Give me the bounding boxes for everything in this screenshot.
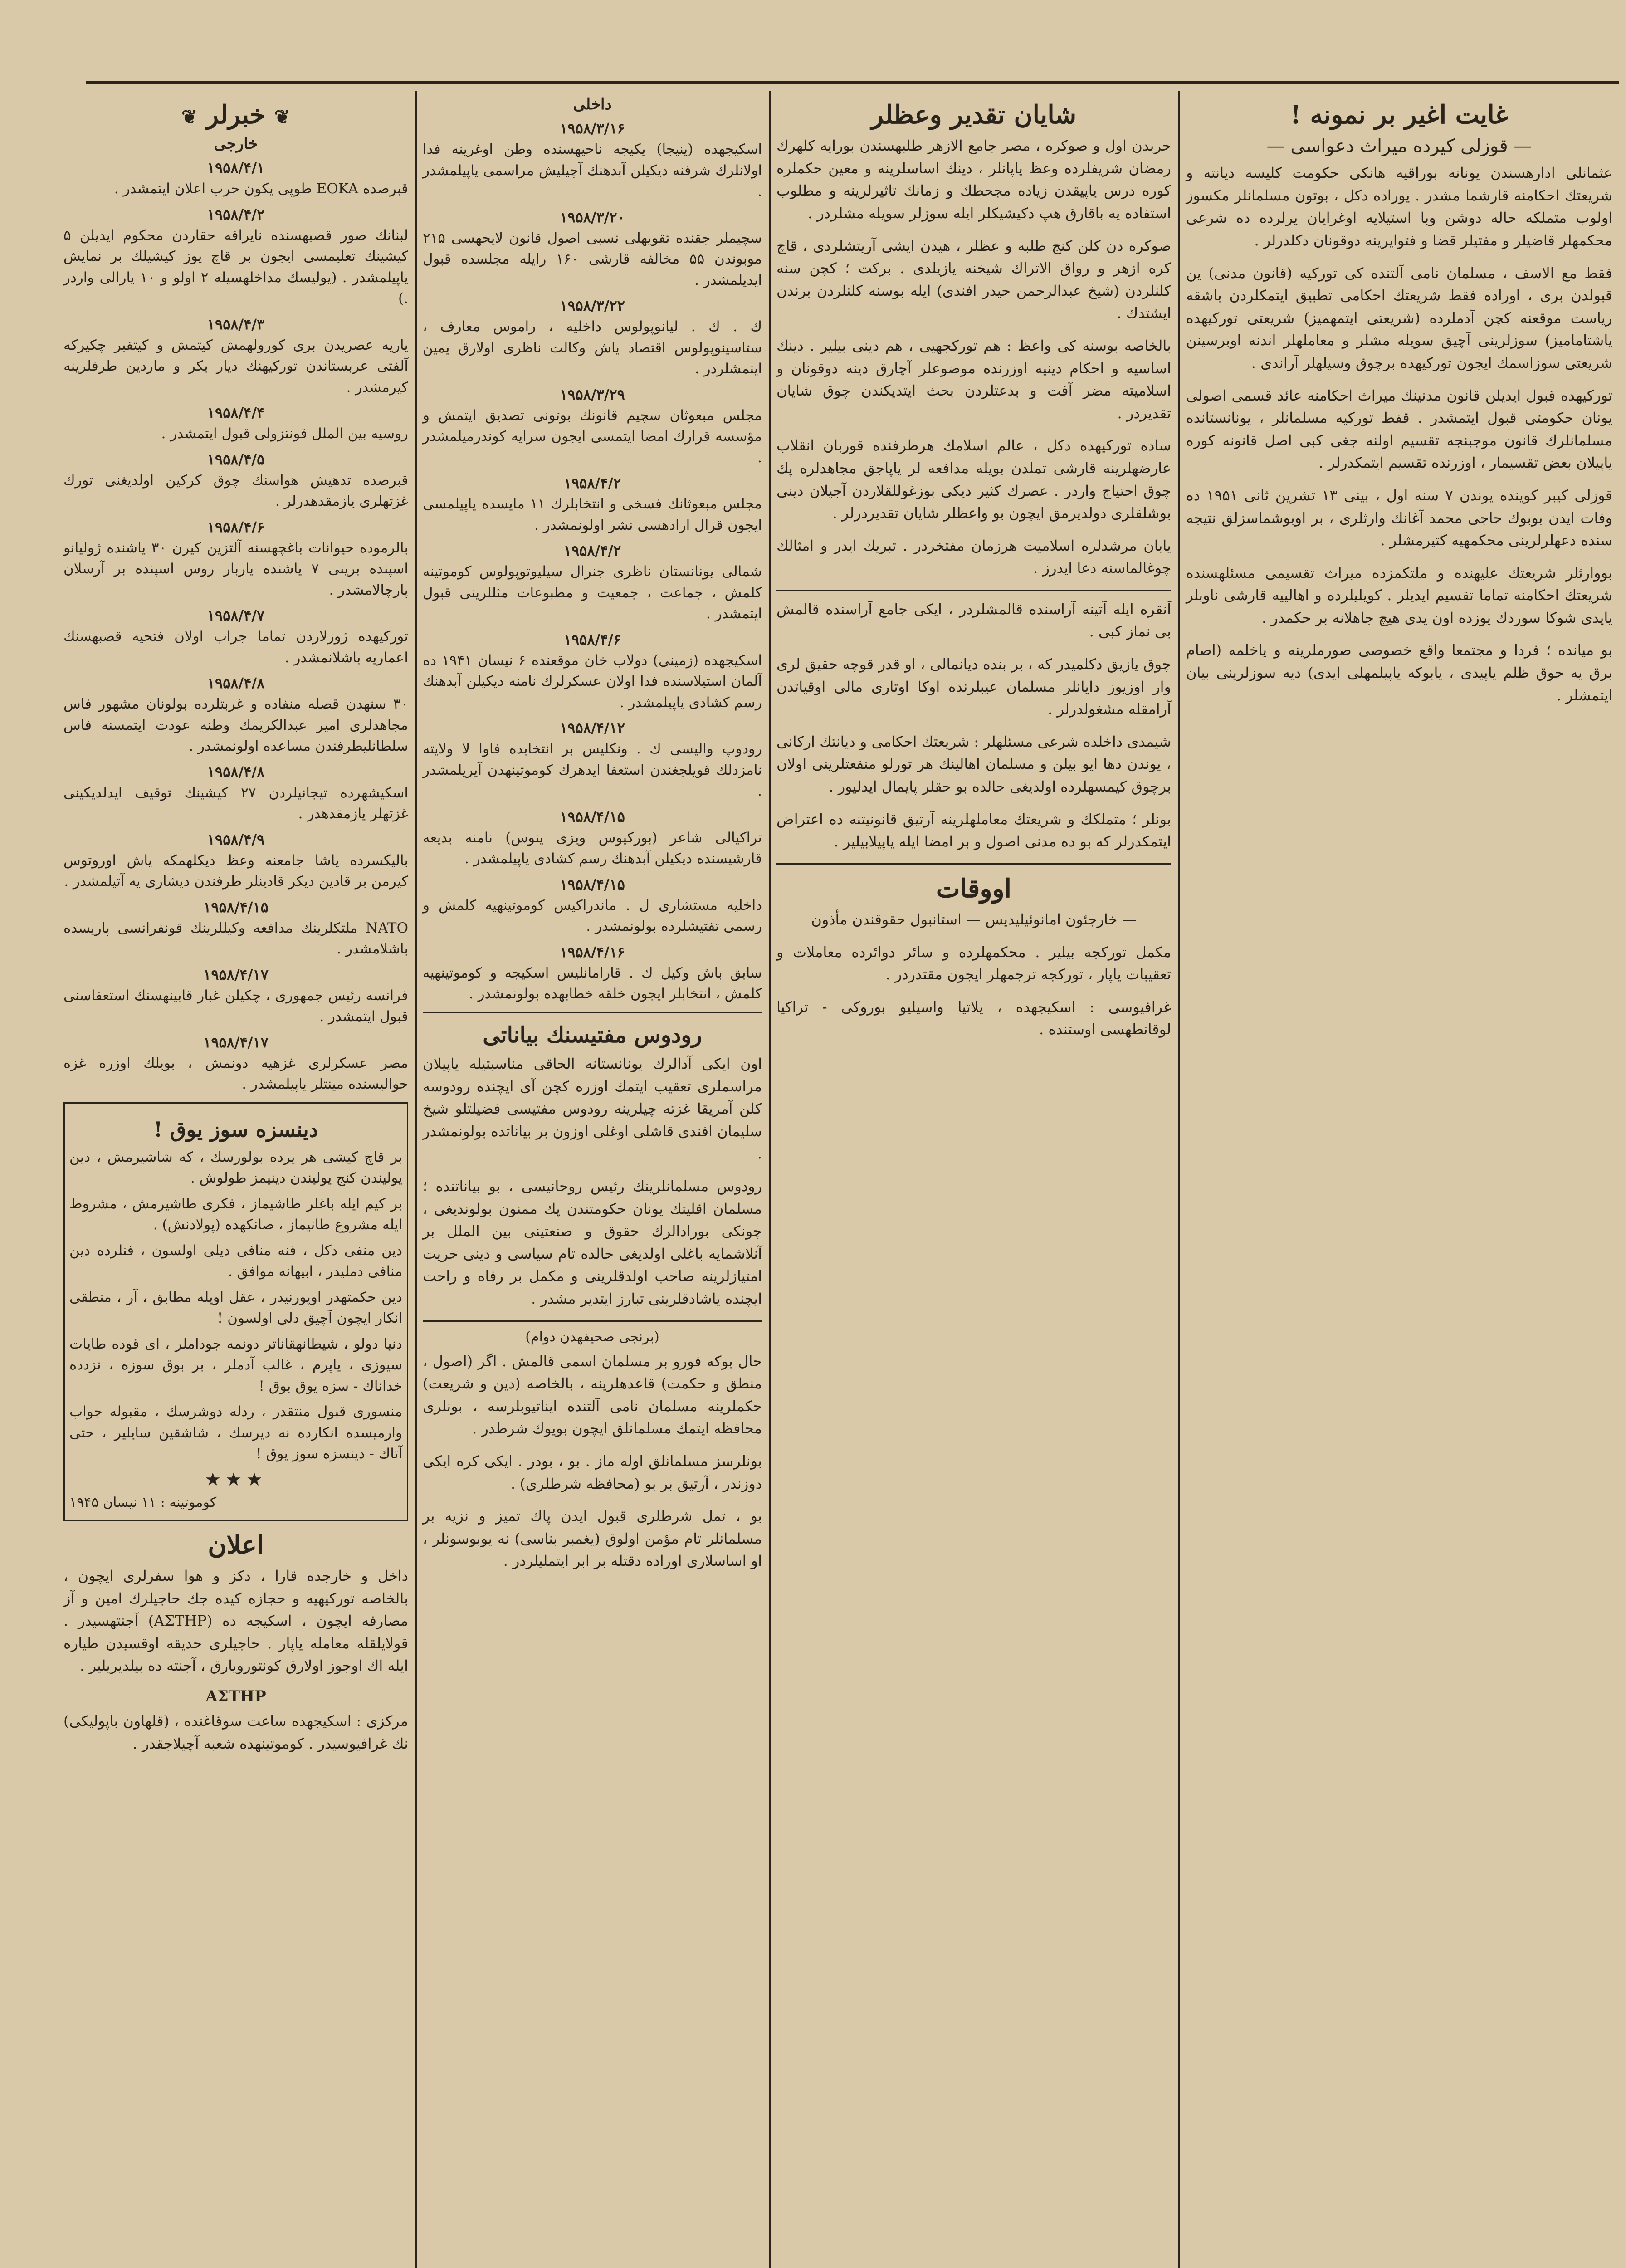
news-date: ۱۹۵۸/۳/۲۲ — [560, 297, 625, 314]
col1-paragraph: قوزلی کیبر کوینده یوندن ۷ سنه اول ، بینی ۱۳ تشرین ثانی ۱۹۵۱ ده وفات ایدن بوبوك حاجی محمد آغانك وارثلری ، بر اوبوشماسزلق نتیجه سنده دعهلرلرینی محکمهیه کتیرمشلر . — [1186, 486, 1613, 549]
news-date: ۱۹۵۸/۴/۱۵ — [203, 898, 269, 916]
news-text: مصر عسکرلری غزهیه دونمش ، بویلك اوزره غزه حوالیسنده مینتلر یاپیلمشدر . — [63, 1055, 408, 1093]
foreign-news-list — [63, 159, 408, 1095]
col2-paragraph: حربدن اول و صوکره ، مصر جامع الازهر طلبهسندن بورایه کلهرك رمضان شریفلرده وعظ یاپانلر ، دینك اساسلرینه و معین حکملره کوره درس یاپیقدن زیاده مجحطك و زمانك تاثیرلرینه و مطلوب استفاده یه باقارق هپ دکیشیکلر ایله سوزلر سویله مشلردر . — [776, 137, 1171, 222]
poem-title: دینسزه سوز یوق ! — [153, 1117, 318, 1142]
news-date: ۱۹۵۸/۴/۲ — [207, 205, 265, 223]
news-text: تورکیهده ژوزلاردن تماما جراب اولان فتحیه قصبهسنك اعماریه باشلانمشدر . — [63, 628, 408, 666]
news-date: ۱۹۵۸/۴/۲ — [563, 542, 621, 559]
news-entry — [423, 297, 762, 380]
col2-paragraph: صوکره دن کلن کنج طلبه و عظلر ، هیدن ایشی آریتشلردی ، قاچ کره ازهر و رواق الاتراك شیخنه یازیلدی . برکت ؛ کچن سنه کلنلردن (شیخ عبدالرحمن حیدر افندی) ایله بوسنه کلنلردن برندن ایشتدك . — [776, 237, 1171, 322]
col2-notice-paragraph: آنقره ایله آتینه آراسنده قالمشلردر ، ایکی جامع آراسنده قالمش بی نماز کبی . — [776, 600, 1172, 640]
col2-notice-paragraph: شیمدی داخلده شرعی مسئلهلر : شریعتك احکامی و دیانتك اركانی ، یوندن دها ایو بیلن و مسلمان اهالینك هر تورلو منفعتلرینی اولان برچوق کیمسهلرده اولدیغی حالده بو حقلر پایمال ایدلیور . — [776, 733, 1172, 796]
news-text: ۳۰ سنهدن قصله منفاده و غربتلرده بولونان مشهور فاس مجاهدلری امیر عبدالکریمك وطنه عودت ایتمسنه فاس سلطانلیطرفندن مساعده اولونمشدر . — [63, 696, 408, 755]
news-text: مجلس مبعوثانك فسخی و انتخابلرك ۱۱ مایسده یاپیلمسی ایجون قرال ارادهسی نشر اولونمشدر . — [423, 496, 762, 533]
column-rule-3 — [415, 91, 417, 2268]
news-entry — [63, 899, 408, 960]
news-date: ۱۹۵۸/۴/۷ — [207, 607, 265, 625]
news-date: ۱۹۵۸/۴/۳ — [207, 315, 265, 333]
news-date: ۱۹۵۸/۴/۱۵ — [560, 875, 625, 893]
awqat-title: اووقات — [936, 873, 1012, 904]
column-1 — [1186, 91, 1612, 717]
news-date: ۱۹۵۸/۳/۱۶ — [560, 120, 625, 137]
news-entry — [63, 831, 408, 892]
col1-paragraph: بو میانده ؛ فردا و مجتمعا واقع خصوصی صورملرینه و ياخلمه (اصام برق یه حوق ظلم یاپیدی ، یابوکه یاپیلمهلی ایدی) دیه سوزلرینی بیان ایتمشلر . — [1186, 641, 1612, 704]
poem-line: بر قاچ کیشی هر یرده بولورسك ، که شاشیرمش ، دین یولیندن کنج یولیندن دینیمز طولوش . — [69, 1149, 402, 1187]
news-entry — [63, 1034, 408, 1095]
news-text: فرانسه رئیس جمهوری ، چکیلن غبار قابینهسنك استعفاسنی قبول ایتمشدر . — [63, 987, 408, 1025]
news-entry — [63, 316, 408, 398]
news-entry — [423, 943, 762, 1005]
news-text: داخلیه مستشاری ل . ماندراکیس کوموتینهیه کلمش و رسمی تفتیشلرده بولونمشدر . — [423, 897, 762, 934]
column-4 — [63, 91, 408, 1765]
news-entry — [423, 209, 762, 291]
news-text: اسکیشهرده تیجانیلردن ۲۷ کیشینك توقیف ایدلدیکینی غزتهلر یازمقدهدر . — [63, 784, 408, 822]
poem-line: منسوری قبول منتقدر ، ردله دوشرسك ، مقبوله جواب وارمیسده انکارده نه دیرسك ، شاشقین سایلیر ، حتی آتاك - دینسزه سوز یوق ! — [69, 1403, 402, 1462]
col2-paragraph: بالخاصه بوسنه کی واعظ : هم تورکجهیی ، هم دینی بیلیر . دینك اساسیه و احکام دینیه اوزرنده موضوعلر آچارق دینه دوقونان و اسلامیته مضر آفت و بدعتلردن بحث ایتدیکندن چوق شایان تقدیردر . — [776, 337, 1172, 422]
news-text: سابق باش وکیل ك . قارامانلیس اسکیجه و کوموتینهیه کلمش ، انتخابلر ایجون خلقه خطابهده بولونمشدر . — [423, 964, 762, 1002]
awqat-paragraph: غرافیوسی : اسکیجهده ، یلاتیا واسیلیو بوروکی - تراکیا لوقانطهسی اوستنده . — [776, 998, 1171, 1038]
news-text: روسیه بین الملل قونتزولی قبول ایتمشدر . — [161, 425, 408, 442]
news-text: قبرصده تدهیش هواسنك چوق کرکین اولدیغنی تورك غزتهلری یازمقدهدرلر . — [63, 472, 408, 510]
news-date: ۱۹۵۸/۴/۶ — [563, 631, 621, 648]
news-text: لبنانك صور قصبهسنده نایرافه حقاردن محکوم ایدیلن ۵ کیشینك تعلیمسی ایجون بر قاچ یوز کیشیلك بر نمایش یاپیلمشدر . (یولیسك مداخلهسیله ۲ اولو و ۱۰ یارالی واردر .) — [63, 227, 409, 307]
divider — [776, 590, 1171, 591]
awqat-paragraph: مکمل تورکجه بیلیر . محکمهلرده و سائر دوائرده معاملات و تعقیبات یاپار ، تورکجه ترجمهلر ایجون مقتدردر . — [776, 943, 1171, 983]
news-heading — [63, 100, 408, 130]
ad-paragraph: داخل و خارجده قارا ، دکز و هوا سفرلری ایچون ، بالخاصه تورکیهیه و حجازه کیده جك حاجیلرك امین و آز مصارفه ایچون ، اسکیجه ده (ΑΣΤΗΡ) آجنتهسیدر . قولایلقله معامله یاپار . حاجیلری حدیقه اوقسیدن طیاره ایله اك اوجوز اولارق کونتورویارق ، آجنته ده بیلدیریلیر . — [63, 1567, 409, 1675]
ornament-icon: ❦ — [274, 106, 290, 128]
news-text: رودوپ والیسی ك . ونکلیس بر انتخابده فاوا لا ولایته نامزدلك قویلجغندن استعفا ایدهرك کوموتینهدن آیریلمشدر . — [423, 741, 762, 799]
col2-notice-paragraph: بونلر ؛ متملکك و شریعتك معاملهلرینه آرتیق قانونیتنه ده اعتراض ایتمکدرلر که بو ده مدنی اصول و بر امضا ایله یاپیلابیلیر . — [776, 810, 1171, 850]
rhodes-paragraph: اون ایکی آدالرك یونانستانه الحاقی مناسبتیله یاپیلان مراسملری تعقیب ایتمك اوزره کچن آی ایچنده رودوسه کلن آمریقا غزته چیلرینه رودوس مفتیسی فضیلتلو شیخ سلیمان افندی قاشلی اوغلی اوزون بر بیاناتده بولونمشدر . — [423, 1055, 762, 1163]
news-date: ۱۹۵۸/۴/۱ — [207, 159, 265, 177]
col2-paragraph: یابان مرشدلره اسلامیت هرزمان مفتخردر . تبریك ایدر و امثالك چوغالماسنه دعا ایدرز . — [776, 537, 1171, 577]
star-icons: ★★★ — [205, 1469, 267, 1490]
rhodes-paragraph: رودوس مسلمانلرینك رئیس روحانیسی ، بو بیاناتنده ؛ مسلمان اقلیتك یونان حکومتندن پك ممنون بولوندیغی ، چونکی بورادالرك حقوق و صنعتینی بین الملل بر آنلاشمایه باغلی اولدیغی حالده تام سیاسی و دینی حریت امتیازلرینه صاحب اولدقلرینی و مکمل بر رفاه و راحت ایچنده یاشادقلرینی تبارز ایتدیر مشدر . — [423, 1178, 762, 1308]
ornament-icon: ❦ — [181, 106, 198, 128]
news-entry — [423, 808, 762, 870]
ad-brand: ΑΣΤΗΡ — [205, 1687, 266, 1706]
poem-line: بر کیم ایله باغلر طاشیماز ، فکری طاشیرمش ، مشروط ایله مشروع طانیماز ، صانکهده (پولادنش) . — [69, 1195, 402, 1233]
col1-subhead: — قوزلی کیرده میراث دعواسی — — [1266, 136, 1532, 157]
col1-paragraph: فقط مع الاسف ، مسلمان نامی آلتنده کی تورکیه (قانون مدنی) ین قبولدن بری ، اوراده فقط شریعتك احکامی تطبیق ایتمکلردن باشقه رياست موقعنه کچن آدملرده (شریعتی ایتمهمیز) شریعتی تورکیهده یاشتامامیز) سوزلرینی آچیق سویله مشلر و معاملهلر اندنه اوبرسینن شریعتی سوزاسمك ایجون تورکیهده برچوق وسیلهلر آراندی . — [1186, 264, 1613, 371]
news-text: مجلس مبعوثان سچیم قانونك بوتونی تصدیق ایتمش و مؤسسه قرارك امضا ایتمسی ایجون سرایه کوندرمیلمشدر . — [423, 407, 762, 466]
news-date: ۱۹۵۸/۴/۱۵ — [560, 808, 625, 826]
news-entry — [63, 451, 408, 512]
col1-paragraph: عثمانلی ادارهسندن یونانه بوراقیه هانکی حکومت کلیسه دیانته و شریعتك احکامنه قارشما مشدر . یوراده دکل ، بوتون مسلمانلر مکسوز اولوب متملکه حاله دوشن وبا استیلایه اوغرایان یرلرده ده شرعی محکمهلر قاضیلر و مفتیلر قضا و فتوایرینه دوقونان دکلدرلر . — [1186, 164, 1612, 249]
news-entry — [63, 159, 408, 200]
news-text: بالیکسرده یاشا جامعنه وعظ دیکلهمکه یاش اوروتوس کیرمن بر قادین دیکر قادینلر طرفندن دیشاری یه آتیلمشدر . — [63, 852, 408, 890]
news-entry — [63, 518, 408, 601]
news-date: ۱۹۵۸/۴/۴ — [207, 404, 265, 422]
col1-headline: غایت اغیر بر نمونه ! — [1290, 100, 1509, 130]
news-entry — [63, 206, 408, 309]
poem-line: دین منفی دکل ، فنه منافی دیلی اولسون ، فنلرده دین منافی دملیدر ، ابیهانه موافق . — [69, 1242, 402, 1280]
news-entry — [423, 474, 762, 536]
news-text: قبرصده EOKA طوپی یکون حرب اعلان ایتمشدر . — [114, 181, 408, 197]
ad-title: اعلان — [208, 1530, 264, 1560]
column-3 — [423, 91, 762, 1583]
col1-paragraph: تورکیهده قبول ایدیلن قانون مدنینك میراث احکامنه عائد قسمی اصولی یونان حکومتی قبول ایتمشدر . قفط تورکیه مسلمانلر ، یونانستانده مسلمانلرك قانون موجبنجه تقسیم اولنه جغی کبی اصل قانونه کوره یاپیلان بعض تقسیمار ، اوزرنده تقسیم ایتمکدرلر . — [1186, 386, 1612, 472]
news-date: ۱۹۵۸/۴/۱۲ — [560, 719, 625, 737]
news-date: ۱۹۵۸/۴/۱۷ — [203, 966, 269, 983]
awqat-paragraph: — خارجئون امانوئیلیدیس — استانبول حقوقندن مأذون — [811, 911, 1137, 928]
rhodes-title: رودوس مفتیسنك بیاناتی — [483, 1022, 702, 1048]
news-date: ۱۹۵۸/۳/۲۹ — [560, 386, 625, 403]
divider — [776, 863, 1171, 865]
news-date: ۱۹۵۸/۴/۲ — [563, 474, 621, 492]
news-text: بالرموده حیوانات باغچهسنه آلتزین کیرن ۳۰ یاشنده ژولیانو اسپنده برینی ۷ یاشنده یاربار روس اسپنده بر آرسلان پارچالامشدر . — [63, 539, 409, 598]
news-text: سچیملر جقنده تقویهلی نسبی اصول قانون لایحهسی ۲۱۵ موبوندن ۵۵ مخالفه قارشی ۱۶۰ رایله مجلسده قبول ایدیلمشدر . — [423, 230, 762, 288]
domestic-news-list — [423, 120, 762, 1005]
poem-line: دنیا دولو ، شیطانهقاناتر دونمه جوداملر ، ای قوده طایات سیوزی ، یاپرم ، غالب آدملر ، بر بوق سوزه ، نزدده خداناك - سزه یوق بوق ! — [69, 1335, 402, 1394]
continued-paragraph: حال بوکه فورو بر مسلمان اسمی قالمش . اگر (اصول ، منطق و حکمت) قاعدهلرینه ، بالخاصه (دین و شریعت) حکملرینه مسلمان نامی آلتنده ایناتیوبلرسه ، بونلری محافظه ایتمك مسلمانلق ایچون بویوك شرطدر . — [423, 1352, 762, 1437]
continued-title: (برنجی صحیفهدن دوام) — [525, 1329, 659, 1345]
news-date: ۱۹۵۸/۴/۱۷ — [203, 1033, 269, 1051]
news-entry — [423, 876, 762, 937]
divider — [423, 1012, 762, 1013]
divider — [423, 1320, 762, 1322]
column-2 — [776, 91, 1171, 1051]
news-entry — [63, 404, 408, 445]
news-entry — [63, 607, 408, 668]
news-entry — [423, 631, 762, 714]
news-text: شمالی یونانستان ناظری جنرال سیلیوتوپولوس کوموتینه کلمش ، جماعت ، جمعیت و مطبوعات مثللرینی قبول ایتمشدر . — [423, 563, 762, 622]
column-rule-2 — [769, 91, 771, 2268]
news-text: NATO ملتکلرینك مدافعه وکیللرینك قونفرانسی پاریسده باشلامشدر . — [63, 919, 408, 958]
news-text: اسکیجهده (ینیجا) یکیجه ناحیهسنده وطن اوغرینه فدا اولانلرك شرفنه دیکیلن آبدهنك آچیلیش مراسمی یاپیلمشدر . — [423, 141, 762, 200]
news-date: ۱۹۵۸/۴/۹ — [207, 831, 265, 848]
news-entry — [423, 719, 762, 802]
col2-headline: شایان تقدیر وعظلر — [871, 100, 1077, 130]
news-entry — [423, 120, 762, 202]
news-date: ۱۹۵۸/۴/۸ — [207, 675, 265, 692]
news-entry — [63, 763, 408, 825]
top-rule — [86, 81, 1619, 84]
continued-paragraph: بونلرسز مسلمانلق اوله ماز . بو ، بودر . ایکی کره ایکی دوزندر ، آرتیق بر بو (محافظه شرطلری) . — [423, 1452, 762, 1492]
col2-notice-paragraph: چوق یازیق دکلمیدر که ، بر بنده دیانمالی ، او قدر قوچه حقیق لری وار اوزیوز دایانلر مسلمان عیبلرنده اوکا اوتاری مالی اوقیاتدن آرامقله مشغولدرلر . — [776, 655, 1172, 718]
news-entry — [63, 966, 408, 1027]
continued-paragraph: بو ، تمل شرطلری قبول ایدن پاك تمیز و نزیه بر مسلمانلر تام مؤمن اولوق (یغمبر بناسی) نه یوبوسونلر ، او اساسلاری اوراده دقتله بر ابر ایتملیلردر . — [423, 1507, 762, 1570]
news-entry — [423, 542, 762, 625]
news-text: تراکیالی شاعر (بورکیوس ویزی ینوس) نامنه بدیعه قارشیسنده دیکیلن آبدهنك رسم کشادی یاپیلمشدر . — [423, 829, 762, 867]
poem-box — [63, 1102, 408, 1521]
ad-paragraph: مرکزی : اسکیجهده ساعت سوقاغنده ، (قلهاون باپولیکی) نك غرافیوسیدر . کوموتینهده شعبه آچیلاجقدر . — [63, 1712, 408, 1752]
news-date: ۱۹۵۸/۳/۲۰ — [560, 208, 625, 226]
news-date: ۱۹۵۸/۴/۸ — [207, 763, 265, 781]
news-text: یاریه عصریدن بری کورولهمش کیتمش و کیتفبر چکیرکه آلفتی عربستاندن تورکیهنك دیار بکر و ماردین طرفلرینه کیرمشدر . — [63, 337, 408, 396]
news-heading-title: خبرلر — [206, 100, 266, 130]
foreign-section-title: خارجی — [214, 135, 258, 153]
news-date: ۱۹۵۸/۴/۶ — [207, 518, 265, 536]
news-text: اسکیجهده (زمینی) دولاب خان موقعنده ۶ نیسان ۱۹۴۱ ده آلمان استیلاسنده فدا اولان عسکرلرك نامنه دیکیلن آبدهنك رسم کشادی یاپیلمشدر . — [423, 652, 762, 711]
column-rule-1 — [1178, 91, 1180, 2268]
poem-signature: کوموتینه : ۱۱ نیسان ۱۹۴۵ — [69, 1494, 217, 1510]
news-date: ۱۹۵۸/۴/۵ — [207, 450, 265, 468]
col2-paragraph: ساده تورکیهده دکل ، عالم اسلامك هرطرفنده قوربان انقلاب عارضهلرینه قارشی تملدن بویله مدافعه لر یاپاجق مجاهدلره پك چوق احتیاج واردر . عصرك کثیر دیکی بوزغوللقلاردن آجیلان دینی بوشلقلری دولدیرمق ایچون بو واعظلر شایان تقدیردرلر . — [776, 437, 1171, 522]
news-date: ۱۹۵۸/۴/۱۶ — [560, 943, 625, 961]
news-entry — [423, 386, 762, 469]
news-text: ك . ك . لیانوپولوس داخلیه ، راموس معارف ، ستاسینوپولوس اقتصاد یاش وکالت ناظری اولارق یمین ایتمشلردر . — [423, 318, 762, 377]
poem-line: دین حکمتهدر اوپورنیدر ، عقل اوپله مطابق ، آر ، منطقی انکار ایچون آچیق دلی اولسون ! — [69, 1289, 402, 1327]
news-entry — [63, 675, 408, 757]
col1-paragraph: بووارثلر شریعتك علیهنده و ملتکمزده میراث تقسیمی مسئلهسنده شریعتك احکامنه تماما تقسیم ایدیلر . کویلیلرده و اهالییه قارشی ناوبلر یاپدی شوکا سوردك یوزده اون یدی هیچ جاهلانه بر حکمدر . — [1186, 564, 1612, 626]
domestic-section-title: داخلی — [573, 95, 612, 113]
